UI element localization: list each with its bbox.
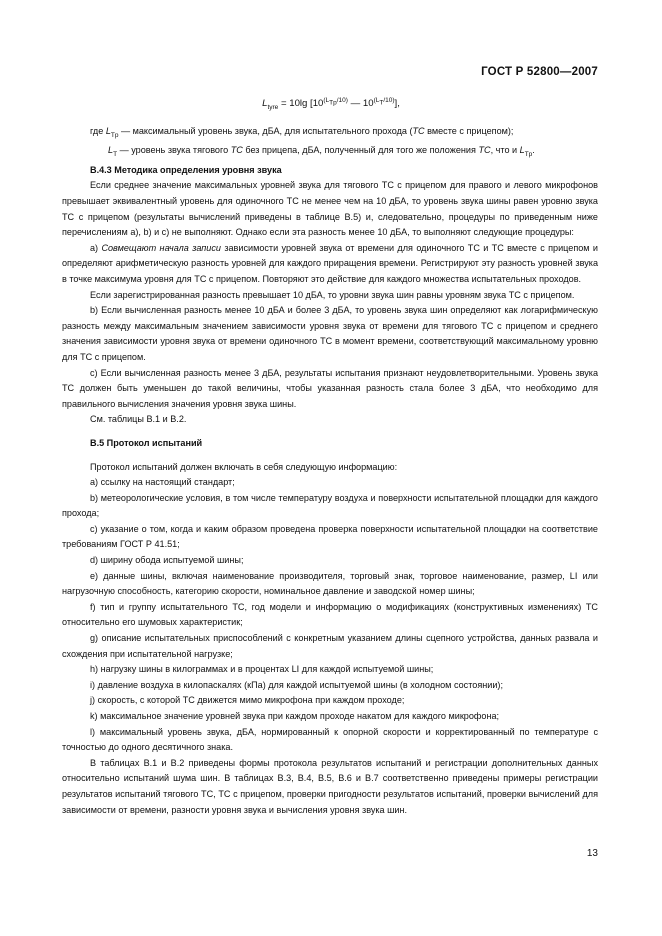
formula-exp2: (LT/10) xyxy=(373,97,395,107)
definition-lt: $L_T$ — уровень звука тягового ТС без прицепа, дБА, полученный для того же положения ТС, что и $L_{Tp}$. xyxy=(108,145,535,159)
section-b43-exceed: Если зарегистрированная разность превышает 10 дБА, то уровни звука шин равны уровням звука ТС с прицепом. xyxy=(90,289,575,300)
page-content xyxy=(62,124,598,818)
list-item: g) описание испытательных приспособлений с конкретным указанием длины сцепного устройства, данных развала и схождения при испытательной нагрузке; xyxy=(62,633,598,659)
section-b5-closing: В таблицах В.1 и В.2 приведены формы протокола результатов испытаний и регистрации дополнительных данных относительно испытаний шума шин. В таблицах В.3, В.4, В.5, В.6 и В.7 соответственно приведены примеры регистрации результатов испытаний тягового ТС, ТС с прицепом, проверки пригодности результатов испытаний, проверки вычислений для зависимости от времени, разности уровня звука и вычисления уровня звука шин. xyxy=(62,757,598,815)
list-item: а) ссылку на настоящий стандарт; xyxy=(90,477,235,488)
formula-close: ], xyxy=(394,98,400,110)
list-item: f) тип и группу испытательного ТС, год модели и информацию о модификациях (конструктивных изменениях) ТС относительно его шумовых характеристик; xyxy=(62,601,598,628)
formula-eq: = 10lg [10 xyxy=(278,98,324,110)
list-item: h) нагрузку шины в килограммах и в процентах LI для каждой испытуемой шины; xyxy=(90,664,434,675)
page-number: 13 xyxy=(586,848,598,859)
section-b5-list xyxy=(62,475,598,756)
list-item: с) указание о том, когда и каким образом проведена проверка поверхности испытательной площадки на соответствие требованиям ГОСТ Р 41.51; xyxy=(62,523,598,550)
list-item: b) метеорологические условия, в том числе температуру воздуха и поверхности испытательной площадки для каждого прохода; xyxy=(62,492,598,519)
section-b43-para1: Если среднее значение максимальных уровней звука для тягового ТС с прицепом для правого и левого микрофонов превышает эквивалентный уровень для одиночного ТС не менее чем на 10 дБА, то уровень звука шины равен уровню звука ТС с прицепом (результаты вычислений приведены в таблице В.5) и, следовательно, процедуры по приведенным ниже перечислениям а), b) и c) не выполняют. Однако если эта разность менее 10 дБА, то выполняют следующие процедуры: xyxy=(62,180,598,238)
formula-lhs: L xyxy=(262,98,268,110)
section-b43-item-a: а) Совмещают начала записи зависимости уровней звука от времени для одиночного ТС и ТС вместе с прицепом и определяют арифметическую разность уровней для каждого приращения времени. Регистрируют эту разность уровней звука в точке максимума уровня для ТС с прицепом. Повторяют это действие для каждого множества испытательных проходов. xyxy=(62,242,598,284)
list-item: l) максимальный уровень звука, дБА, нормированный к опорной скорости и корректированный по температуре с точностью до одного десятичного знака. xyxy=(62,726,598,753)
tyre-level-formula xyxy=(0,97,662,111)
section-b5-title: В.5 Протокол испытаний xyxy=(90,437,203,448)
list-item: k) максимальное значение уровней звука при каждом проходе накатом для каждого микрофона; xyxy=(90,711,500,721)
section-b43-item-b: b) Если вычисленная разность менее 10 дБА и более 3 дБА, то уровень звука шин определяют как логарифмическую разность между максимальным значением зависимости уровня звука от времени для тягового ТС с прицепом и среднего значения зависимости уровня звука от времени одиночного ТС в момент времени, соответствующий максимальному уровню для ТС с прицепом. xyxy=(62,305,598,362)
definition-ltp: где $L_{Tp}$ — максимальный уровень звука, дБА, для испытательного прохода (ТС вместе с прицепом); xyxy=(90,126,514,139)
formula-exp1: (LTp/10) xyxy=(323,97,348,107)
list-item: i) давление воздуха в килопаскалях (кПа) для каждой испытуемой шины (в холодном состоянии); xyxy=(90,679,503,690)
section-b43-see-tables: См. таблицы В.1 и В.2. xyxy=(90,414,187,425)
section-b5-intro: Протокол испытаний должен включать в себя следующую информацию: xyxy=(90,461,398,472)
section-b43-title: В.4.3 Методика определения уровня звука xyxy=(90,164,282,175)
list-item: j) скорость, с которой ТС движется мимо микрофона при каждом проходе; xyxy=(90,695,405,706)
formula-minus: — 10 xyxy=(347,98,374,110)
list-item: d) ширину обода испытуемой шины; xyxy=(90,555,244,566)
formula-lhs-sub: tyre xyxy=(267,104,279,112)
section-b43-item-c: с) Если вычисленная разность менее 3 дБА, результаты испытания признают неудовлетворительными. Уровень звука ТС должен быть уменьшен до такой величины, чтобы указанная разность стала более 3 дБА, что необходимо для правильного вычисления значения уровня звука шины. xyxy=(62,367,598,409)
list-item: е) данные шины, включая наименование производителя, торговый знак, торговое наименование, размер, LI или нагрузочную способность, категорию скорости, номинальное давление и заводской номер шины; xyxy=(62,570,598,597)
standard-header: ГОСТ Р 52800—2007 xyxy=(481,66,598,78)
